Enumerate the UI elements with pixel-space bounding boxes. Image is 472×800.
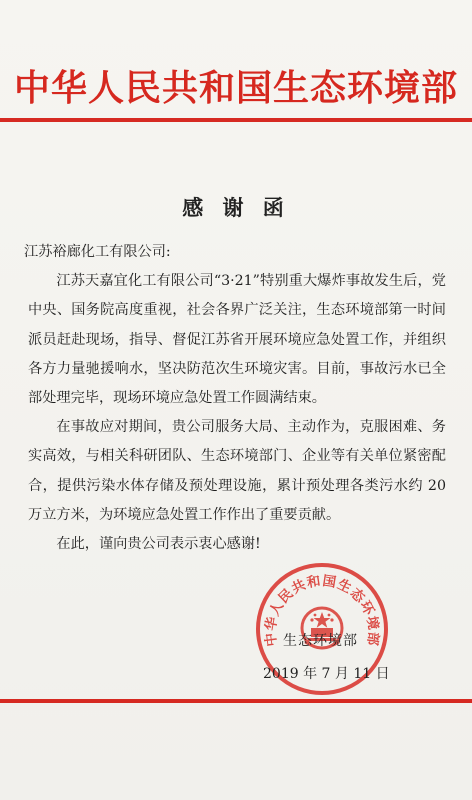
signature-date: 2019 年 7 月 11 日 [263,666,390,682]
salutation: 江苏裕廊化工有限公司: [24,244,171,260]
paragraph-2: 在事故应对期间，贵公司服务大局、主动作为，克服困难、务实高效，与相关科研团队、生态环境部门、企业等有关单位紧密配合，提供污染水体存储及预处理设施，累计预处理各类污水约 20 万立方米，为环境应急处置工作作出了重要贡献。 [28,419,446,523]
document-title: 感 谢 函 [182,195,290,220]
paragraph-3: 在此，谨向贵公司表示衷心感谢! [56,536,261,553]
signature-department: 生态环境部 [283,633,358,649]
paragraph-1: 江苏天嘉宜化工有限公司“3·21”特别重大爆炸事故发生后，党中央、国务院高度重视，社会各界广泛关注，生态环境部第一时间派员赶赴现场，指导、督促江苏省开展环境应急处置工作，并组织各方力量驰援响水，坚决防范次生环境灾害。目前，事故污水已全部处理完毕，现场环境应急处置工作圆满结束。 [28,273,446,407]
header-red-rule [0,118,472,122]
footer-red-rule [0,699,472,703]
svg-text:中华人民共和国生态环境部: 中华人民共和国生态环境部 [262,573,382,648]
letter-body [24,238,446,559]
organization-title: 中华人民共和国生态环境部 [13,68,458,109]
